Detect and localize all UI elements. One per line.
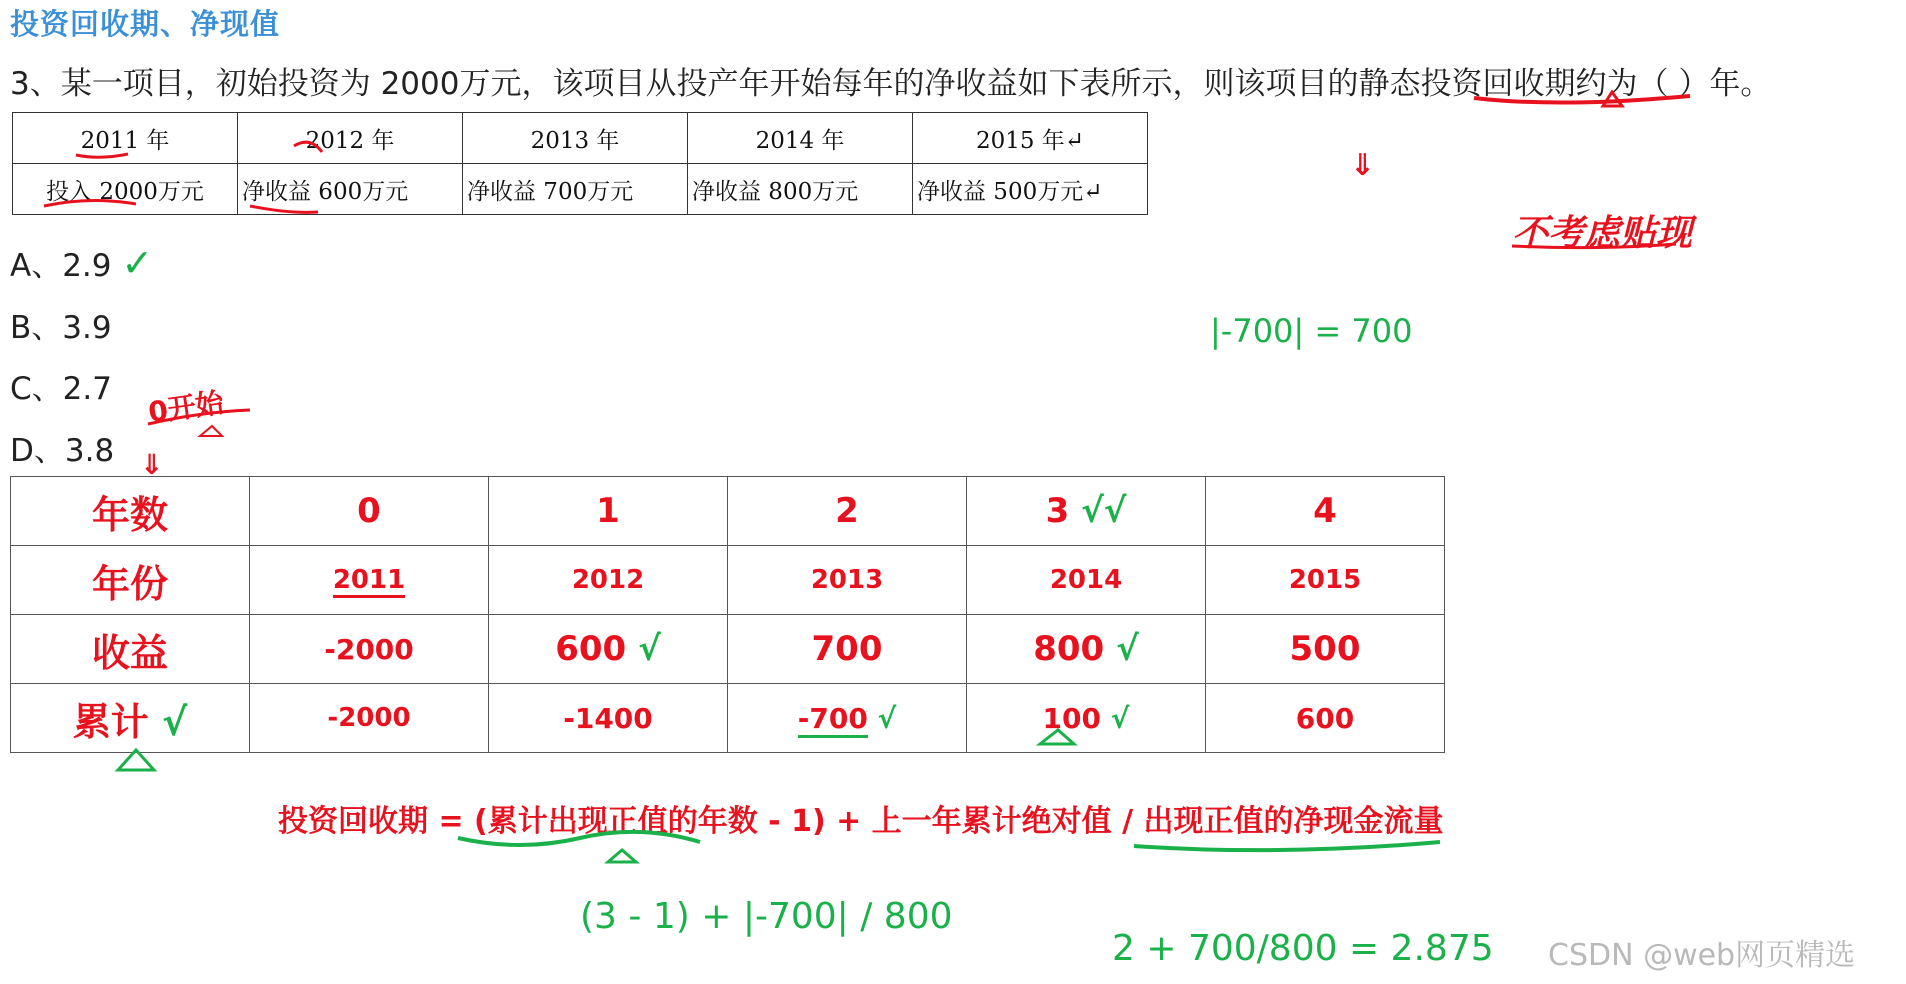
check-icon: √ [161, 699, 188, 744]
ink-underline [1134, 842, 1440, 850]
grid-cell: 100 √ [967, 684, 1206, 753]
note-no-discount: 不考虑贴现 [1512, 213, 1693, 254]
grid-cell: -2000 [250, 684, 489, 753]
check-icon: √ [1116, 629, 1139, 669]
year-cell: 2013 年 [463, 113, 688, 164]
grid-cell: -2000 [250, 615, 489, 684]
grid-cell: 2013 [728, 546, 967, 615]
ink-triangle [118, 750, 154, 770]
calc-step-1: (3 - 1) + |-700| / 800 [580, 896, 953, 937]
option-label: B、3.9 [10, 310, 112, 346]
grid-cell: 700 [728, 615, 967, 684]
year-cell: 2015 年↵ [913, 113, 1148, 164]
values-row [13, 164, 1148, 215]
option-label: C、2.7 [10, 371, 112, 407]
row-label: 年份 [11, 546, 250, 615]
grid-cell: 2015 [1206, 546, 1445, 615]
grid-row-income [11, 615, 1445, 684]
check-icon: ✓ [121, 241, 154, 285]
value-cell: 净收益 500万元↵ [913, 164, 1148, 215]
grid-cell: 2014 [967, 546, 1206, 615]
years-row [13, 113, 1148, 164]
grid-cell: -700 √ [728, 684, 967, 753]
grid-row-cumulative [11, 684, 1445, 753]
value-cell: 投入 2000万元 [13, 164, 238, 215]
grid-cell: 3 √√ [967, 477, 1206, 546]
check-icon: √ [877, 701, 897, 735]
option-c [10, 363, 112, 408]
value-cell: 净收益 700万元 [463, 164, 688, 215]
question-text [10, 58, 1771, 103]
value-cell: 净收益 600万元 [238, 164, 463, 215]
calc-grid [10, 476, 1445, 753]
note-zero-start: 0开始 [146, 385, 226, 430]
grid-cell: 2012 [489, 546, 728, 615]
note-abs-calc: |-700| = 700 [1210, 312, 1413, 350]
grid-row-years [11, 477, 1445, 546]
grid-cell: 1 [489, 477, 728, 546]
calc-step-2: 2 + 700/800 = 2.875 [1112, 928, 1494, 969]
grid-cell: 800 √ [967, 615, 1206, 684]
option-a [10, 240, 153, 285]
option-label: D、3.8 [10, 433, 115, 469]
grid-cell: 600 √ [489, 615, 728, 684]
formula-text: 投资回收期 = (累计出现正值的年数 - 1) + 上一年累计绝对值 / 出现正值的净现金流量 [278, 804, 1444, 839]
option-label: A、2.9 [10, 248, 112, 284]
year-cell: 2014 年 [688, 113, 913, 164]
grid-cell: 2 [728, 477, 967, 546]
row-label: 年数 [11, 477, 250, 546]
grid-cell: 500 [1206, 615, 1445, 684]
option-d [10, 425, 114, 470]
check-icon: √ [638, 629, 661, 669]
row-label: 收益 [11, 615, 250, 684]
question-after: 约为（ ）年。 [1575, 66, 1772, 102]
year-cell: 2012 年 [238, 113, 463, 164]
option-b [10, 302, 112, 347]
grid-cell: -1400 [489, 684, 728, 753]
page-heading: 投资回收期、净现值 [10, 7, 281, 41]
row-label: 累计 √ [11, 684, 250, 753]
arrow-down-icon: ⇓ [1350, 148, 1376, 183]
grid-cell: 0 [250, 477, 489, 546]
grid-cell: 600 [1206, 684, 1445, 753]
question-before: 3、某一项目，初始投资为 2000万元，该项目从投产年开始每年的净收益如下表所示，则该项目的 [10, 66, 1359, 102]
check-icon: √√ [1081, 491, 1127, 531]
ink-triangle [200, 426, 222, 436]
check-icon: √ [1110, 701, 1130, 735]
question-highlight: 静态投资回收期 [1358, 66, 1576, 102]
grid-cell: 4 [1206, 477, 1445, 546]
year-cell: 2011 年 [13, 113, 238, 164]
watermark: CSDN @web网页精选 [1548, 938, 1856, 973]
arrow-down-icon: ⇓ [140, 448, 164, 481]
grid-row-year [11, 546, 1445, 615]
ink-triangle [608, 850, 636, 862]
grid-cell: 2011 [250, 546, 489, 615]
cashflow-table [12, 112, 1148, 215]
value-cell: 净收益 800万元 [688, 164, 913, 215]
